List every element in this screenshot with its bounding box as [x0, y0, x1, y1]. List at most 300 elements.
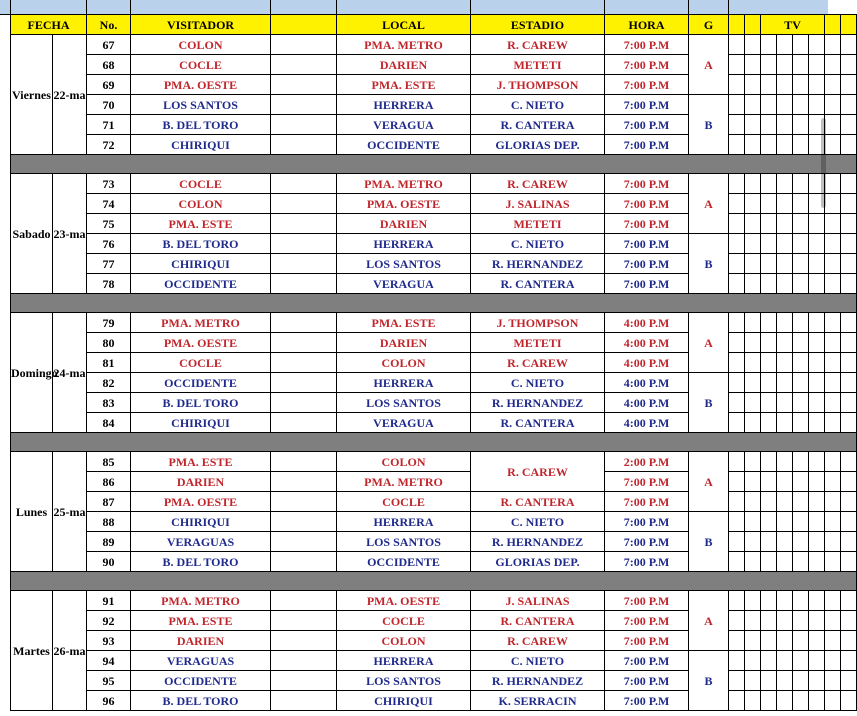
blank-cell	[271, 631, 337, 651]
game-number: 76	[87, 234, 131, 254]
game-time: 7:00 P.M	[605, 472, 689, 492]
tv-cell	[793, 691, 809, 711]
stadium: METETI	[471, 333, 605, 353]
tv-cell	[841, 393, 857, 413]
tv-cell	[841, 135, 857, 155]
tv-cell	[745, 135, 761, 155]
blank-cell	[271, 55, 337, 75]
tv-cell	[809, 472, 825, 492]
tv-cell	[761, 55, 777, 75]
tv-cell	[777, 333, 793, 353]
tv-cell	[793, 274, 809, 294]
tv-cell	[777, 254, 793, 274]
tv-cell	[825, 214, 841, 234]
day-separator	[11, 572, 857, 591]
table-row	[11, 552, 857, 572]
blank-cell	[271, 532, 337, 552]
tv-cell	[825, 393, 841, 413]
tv-cell	[729, 413, 745, 433]
strip-divider	[688, 0, 689, 14]
tv-cell	[761, 75, 777, 95]
table-row	[11, 75, 857, 95]
tv-cell	[777, 492, 793, 512]
tv-cell	[793, 472, 809, 492]
table-row	[11, 234, 857, 254]
tv-cell	[745, 631, 761, 651]
tv-cell	[809, 611, 825, 631]
game-time: 4:00 P.M	[605, 313, 689, 333]
tv-cell	[745, 373, 761, 393]
game-number: 82	[87, 373, 131, 393]
stadium: METETI	[471, 214, 605, 234]
tv-cell	[825, 651, 841, 671]
tv-cell	[793, 651, 809, 671]
blank-cell	[271, 512, 337, 532]
visitor-team: PMA. ESTE	[131, 611, 271, 631]
game-number: 92	[87, 611, 131, 631]
visitor-team: CHIRIQUI	[131, 135, 271, 155]
tv-cell	[841, 691, 857, 711]
tv-cell	[841, 532, 857, 552]
local-team: CHIRIQUI	[337, 691, 471, 711]
day-separator	[11, 155, 857, 174]
visitor-team: DARIEN	[131, 472, 271, 492]
tv-cell	[825, 552, 841, 572]
tv-cell	[761, 373, 777, 393]
table-row	[11, 214, 857, 234]
tv-cell	[761, 512, 777, 532]
game-time: 4:00 P.M	[605, 353, 689, 373]
day-date: 26-ma	[53, 591, 87, 711]
tv-cell	[745, 512, 761, 532]
visitor-team: COCLE	[131, 55, 271, 75]
tv-cell	[793, 115, 809, 135]
separator-bar	[11, 155, 857, 174]
tv-cell	[777, 55, 793, 75]
tv-cell	[745, 651, 761, 671]
tv-cell	[745, 75, 761, 95]
game-number: 78	[87, 274, 131, 294]
visitor-team: B. DEL TORO	[131, 115, 271, 135]
tv-cell	[761, 532, 777, 552]
tv-cell	[793, 671, 809, 691]
tv-cell	[809, 671, 825, 691]
tv-cell	[793, 631, 809, 651]
local-team: VERAGUA	[337, 413, 471, 433]
tv-cell	[729, 671, 745, 691]
game-time: 7:00 P.M	[605, 254, 689, 274]
tv-cell	[841, 552, 857, 572]
table-row	[11, 532, 857, 552]
local-team: DARIEN	[337, 333, 471, 353]
tv-cell	[729, 353, 745, 373]
tv-cell	[841, 274, 857, 294]
tv-cell	[745, 671, 761, 691]
tv-cell	[777, 313, 793, 333]
local-team: COLON	[337, 631, 471, 651]
tv-cell	[793, 512, 809, 532]
tv-cell	[729, 194, 745, 214]
tv-cell	[761, 393, 777, 413]
tv-cell	[841, 35, 857, 55]
table-row	[11, 413, 857, 433]
blank-cell	[271, 472, 337, 492]
group-a-label: A	[689, 313, 729, 373]
tv-cell	[825, 631, 841, 651]
tv-cell	[825, 671, 841, 691]
local-team: HERRERA	[337, 512, 471, 532]
tv-cell	[809, 413, 825, 433]
tv-cell	[841, 472, 857, 492]
table-row	[11, 194, 857, 214]
tv-cell	[793, 532, 809, 552]
tv-cell	[761, 552, 777, 572]
blank-cell	[271, 313, 337, 333]
tv-cell	[745, 194, 761, 214]
tv-cell	[745, 55, 761, 75]
visitor-team: B. DEL TORO	[131, 234, 271, 254]
stadium: R. CAREW	[471, 35, 605, 55]
tv-cell	[841, 671, 857, 691]
tv-cell	[745, 413, 761, 433]
stadium: R. CAREW	[471, 353, 605, 373]
tv-cell	[841, 512, 857, 532]
tv-cell	[745, 254, 761, 274]
tv-cell	[825, 512, 841, 532]
tv-cell	[761, 492, 777, 512]
tv-cell	[793, 591, 809, 611]
tv-cell	[777, 413, 793, 433]
visitor-team: OCCIDENTE	[131, 274, 271, 294]
group-b-label: B	[689, 512, 729, 572]
tv-cell	[729, 135, 745, 155]
separator-bar	[11, 433, 857, 452]
day-date: 25-ma	[53, 452, 87, 572]
tv-cell	[841, 194, 857, 214]
table-row	[11, 135, 857, 155]
header-tv-gap	[729, 15, 745, 35]
tv-cell	[841, 234, 857, 254]
separator-bar	[11, 294, 857, 313]
game-time: 2:00 P.M	[605, 452, 689, 472]
tv-cell	[793, 214, 809, 234]
strip-divider	[728, 0, 729, 14]
stadium: R. CAREW	[471, 174, 605, 194]
tv-cell	[777, 234, 793, 254]
tv-cell	[777, 95, 793, 115]
tv-cell	[809, 75, 825, 95]
tv-cell	[761, 671, 777, 691]
tv-cell	[777, 214, 793, 234]
visitor-team: COCLE	[131, 174, 271, 194]
game-number: 69	[87, 75, 131, 95]
game-number: 73	[87, 174, 131, 194]
tv-cell	[825, 234, 841, 254]
tv-cell	[777, 75, 793, 95]
stadium: C. NIETO	[471, 512, 605, 532]
game-number: 94	[87, 651, 131, 671]
tv-cell	[825, 35, 841, 55]
tv-cell	[825, 472, 841, 492]
tv-cell	[777, 691, 793, 711]
game-number: 89	[87, 532, 131, 552]
table-row	[11, 353, 857, 373]
table-row	[11, 313, 857, 333]
local-team: PMA. ESTE	[337, 313, 471, 333]
blank-cell	[271, 234, 337, 254]
game-time: 7:00 P.M	[605, 75, 689, 95]
tv-cell	[745, 115, 761, 135]
blank-cell	[271, 333, 337, 353]
tv-cell	[809, 274, 825, 294]
stadium: R. CANTERA	[471, 611, 605, 631]
table-row	[11, 452, 857, 472]
tv-cell	[809, 552, 825, 572]
game-number: 74	[87, 194, 131, 214]
blank-cell	[271, 135, 337, 155]
visitor-team: CHIRIQUI	[131, 254, 271, 274]
tv-cell	[809, 234, 825, 254]
game-time: 7:00 P.M	[605, 671, 689, 691]
local-team: DARIEN	[337, 55, 471, 75]
game-number: 86	[87, 472, 131, 492]
tv-cell	[825, 254, 841, 274]
tv-cell	[841, 591, 857, 611]
tv-cell	[745, 313, 761, 333]
blank-cell	[271, 611, 337, 631]
tv-cell	[729, 631, 745, 651]
visitor-team: PMA. METRO	[131, 313, 271, 333]
local-team: PMA. OESTE	[337, 591, 471, 611]
strip-divider	[130, 0, 131, 14]
game-time: 7:00 P.M	[605, 532, 689, 552]
tv-cell	[761, 472, 777, 492]
tv-cell	[825, 492, 841, 512]
tv-cell	[825, 413, 841, 433]
game-time: 7:00 P.M	[605, 512, 689, 532]
stadium: GLORIAS DEP.	[471, 552, 605, 572]
table-row	[11, 254, 857, 274]
tv-cell	[729, 333, 745, 353]
tv-cell	[745, 95, 761, 115]
visitor-team: COLON	[131, 35, 271, 55]
group-a-label: A	[689, 591, 729, 651]
blank-cell	[271, 413, 337, 433]
tv-cell	[841, 313, 857, 333]
game-number: 71	[87, 115, 131, 135]
game-number: 79	[87, 313, 131, 333]
tv-cell	[793, 452, 809, 472]
table-row	[11, 35, 857, 55]
table-row	[11, 651, 857, 671]
tv-cell	[793, 313, 809, 333]
local-team: HERRERA	[337, 373, 471, 393]
header-tv-gap	[825, 15, 841, 35]
header-estadio: ESTADIO	[471, 15, 605, 35]
tv-cell	[745, 532, 761, 552]
tv-cell	[745, 452, 761, 472]
local-team: PMA. METRO	[337, 174, 471, 194]
game-time: 7:00 P.M	[605, 611, 689, 631]
visitor-team: PMA. METRO	[131, 591, 271, 611]
tv-cell	[809, 214, 825, 234]
game-time: 7:00 P.M	[605, 552, 689, 572]
strip-divider	[470, 0, 471, 14]
tv-cell	[777, 552, 793, 572]
tv-cell	[841, 651, 857, 671]
visitor-team: PMA. OESTE	[131, 333, 271, 353]
tv-cell	[745, 492, 761, 512]
tv-cell	[729, 691, 745, 711]
blank-cell	[271, 373, 337, 393]
tv-cell	[729, 95, 745, 115]
game-number: 91	[87, 591, 131, 611]
tv-cell	[793, 492, 809, 512]
game-number: 80	[87, 333, 131, 353]
stadium: R. CANTERA	[471, 413, 605, 433]
stadium: C. NIETO	[471, 373, 605, 393]
tv-cell	[809, 651, 825, 671]
tv-cell	[825, 274, 841, 294]
tv-cell	[793, 35, 809, 55]
local-team: OCCIDENTE	[337, 135, 471, 155]
local-team: PMA. METRO	[337, 35, 471, 55]
tv-cell	[793, 55, 809, 75]
game-time: 7:00 P.M	[605, 35, 689, 55]
local-team: DARIEN	[337, 214, 471, 234]
tv-cell	[793, 174, 809, 194]
table-row	[11, 472, 857, 492]
tv-cell	[729, 254, 745, 274]
tv-cell	[793, 413, 809, 433]
local-team: HERRERA	[337, 234, 471, 254]
game-number: 96	[87, 691, 131, 711]
day-name: Sabado	[11, 174, 53, 294]
game-number: 72	[87, 135, 131, 155]
visitor-team: VERAGUAS	[131, 651, 271, 671]
tv-cell	[841, 55, 857, 75]
game-time: 7:00 P.M	[605, 274, 689, 294]
tv-cell	[841, 413, 857, 433]
tv-cell	[761, 115, 777, 135]
tv-cell	[729, 174, 745, 194]
tv-cell	[745, 393, 761, 413]
tv-cell	[777, 651, 793, 671]
table-row	[11, 611, 857, 631]
local-team: HERRERA	[337, 651, 471, 671]
stadium: R. HERNANDEZ	[471, 393, 605, 413]
local-team: COLON	[337, 452, 471, 472]
tv-cell	[761, 274, 777, 294]
tv-cell	[729, 393, 745, 413]
game-time: 7:00 P.M	[605, 492, 689, 512]
game-number: 77	[87, 254, 131, 274]
tv-cell	[729, 651, 745, 671]
tv-cell	[777, 274, 793, 294]
tv-cell	[825, 353, 841, 373]
stadium: R. HERNANDEZ	[471, 671, 605, 691]
tv-cell	[825, 135, 841, 155]
tv-cell	[745, 552, 761, 572]
group-b-label: B	[689, 95, 729, 155]
tv-cell	[761, 651, 777, 671]
tv-cell	[809, 631, 825, 651]
tv-cell	[761, 313, 777, 333]
local-team: PMA. OESTE	[337, 194, 471, 214]
local-team: LOS SANTOS	[337, 393, 471, 413]
tv-cell	[793, 353, 809, 373]
scrollbar-thumb[interactable]	[821, 118, 826, 208]
tv-cell	[729, 552, 745, 572]
blank-cell	[271, 95, 337, 115]
visitor-team: VERAGUAS	[131, 532, 271, 552]
visitor-team: PMA. OESTE	[131, 75, 271, 95]
tv-cell	[841, 452, 857, 472]
tv-cell	[825, 452, 841, 472]
stadium: R. CAREW	[471, 452, 605, 492]
header-hora: HORA	[605, 15, 689, 35]
tv-cell	[729, 35, 745, 55]
game-time: 7:00 P.M	[605, 214, 689, 234]
game-time: 7:00 P.M	[605, 135, 689, 155]
game-time: 4:00 P.M	[605, 333, 689, 353]
game-number: 68	[87, 55, 131, 75]
tv-cell	[777, 353, 793, 373]
stadium: J. SALINAS	[471, 194, 605, 214]
game-number: 88	[87, 512, 131, 532]
tv-cell	[777, 472, 793, 492]
day-date: 22-ma	[53, 35, 87, 155]
header-fecha: FECHA	[11, 15, 87, 35]
tv-cell	[761, 194, 777, 214]
tv-cell	[745, 274, 761, 294]
game-time: 7:00 P.M	[605, 591, 689, 611]
blank-cell	[271, 452, 337, 472]
tv-cell	[745, 611, 761, 631]
tv-cell	[793, 75, 809, 95]
header-gap	[271, 15, 337, 35]
local-team: PMA. METRO	[337, 472, 471, 492]
group-b-label: B	[689, 234, 729, 294]
day-date: 24-ma	[53, 313, 87, 433]
tv-cell	[841, 611, 857, 631]
group-b-label: B	[689, 651, 729, 711]
stadium: J. THOMPSON	[471, 313, 605, 333]
group-a-label: A	[689, 35, 729, 95]
tv-cell	[825, 373, 841, 393]
tv-cell	[745, 174, 761, 194]
tv-cell	[825, 194, 841, 214]
tv-cell	[793, 611, 809, 631]
tv-cell	[793, 373, 809, 393]
tv-cell	[809, 333, 825, 353]
tv-cell	[777, 452, 793, 472]
tv-cell	[809, 353, 825, 373]
blank-cell	[271, 194, 337, 214]
visitor-team: LOS SANTOS	[131, 95, 271, 115]
tv-cell	[729, 75, 745, 95]
day-date: 23-ma	[53, 174, 87, 294]
tv-cell	[777, 35, 793, 55]
tv-cell	[761, 95, 777, 115]
local-team: PMA. ESTE	[337, 75, 471, 95]
day-name: Viernes	[11, 35, 53, 155]
tv-cell	[761, 611, 777, 631]
strip-divider	[604, 0, 605, 14]
day-name: Lunes	[11, 452, 53, 572]
tv-cell	[729, 472, 745, 492]
tv-cell	[761, 413, 777, 433]
